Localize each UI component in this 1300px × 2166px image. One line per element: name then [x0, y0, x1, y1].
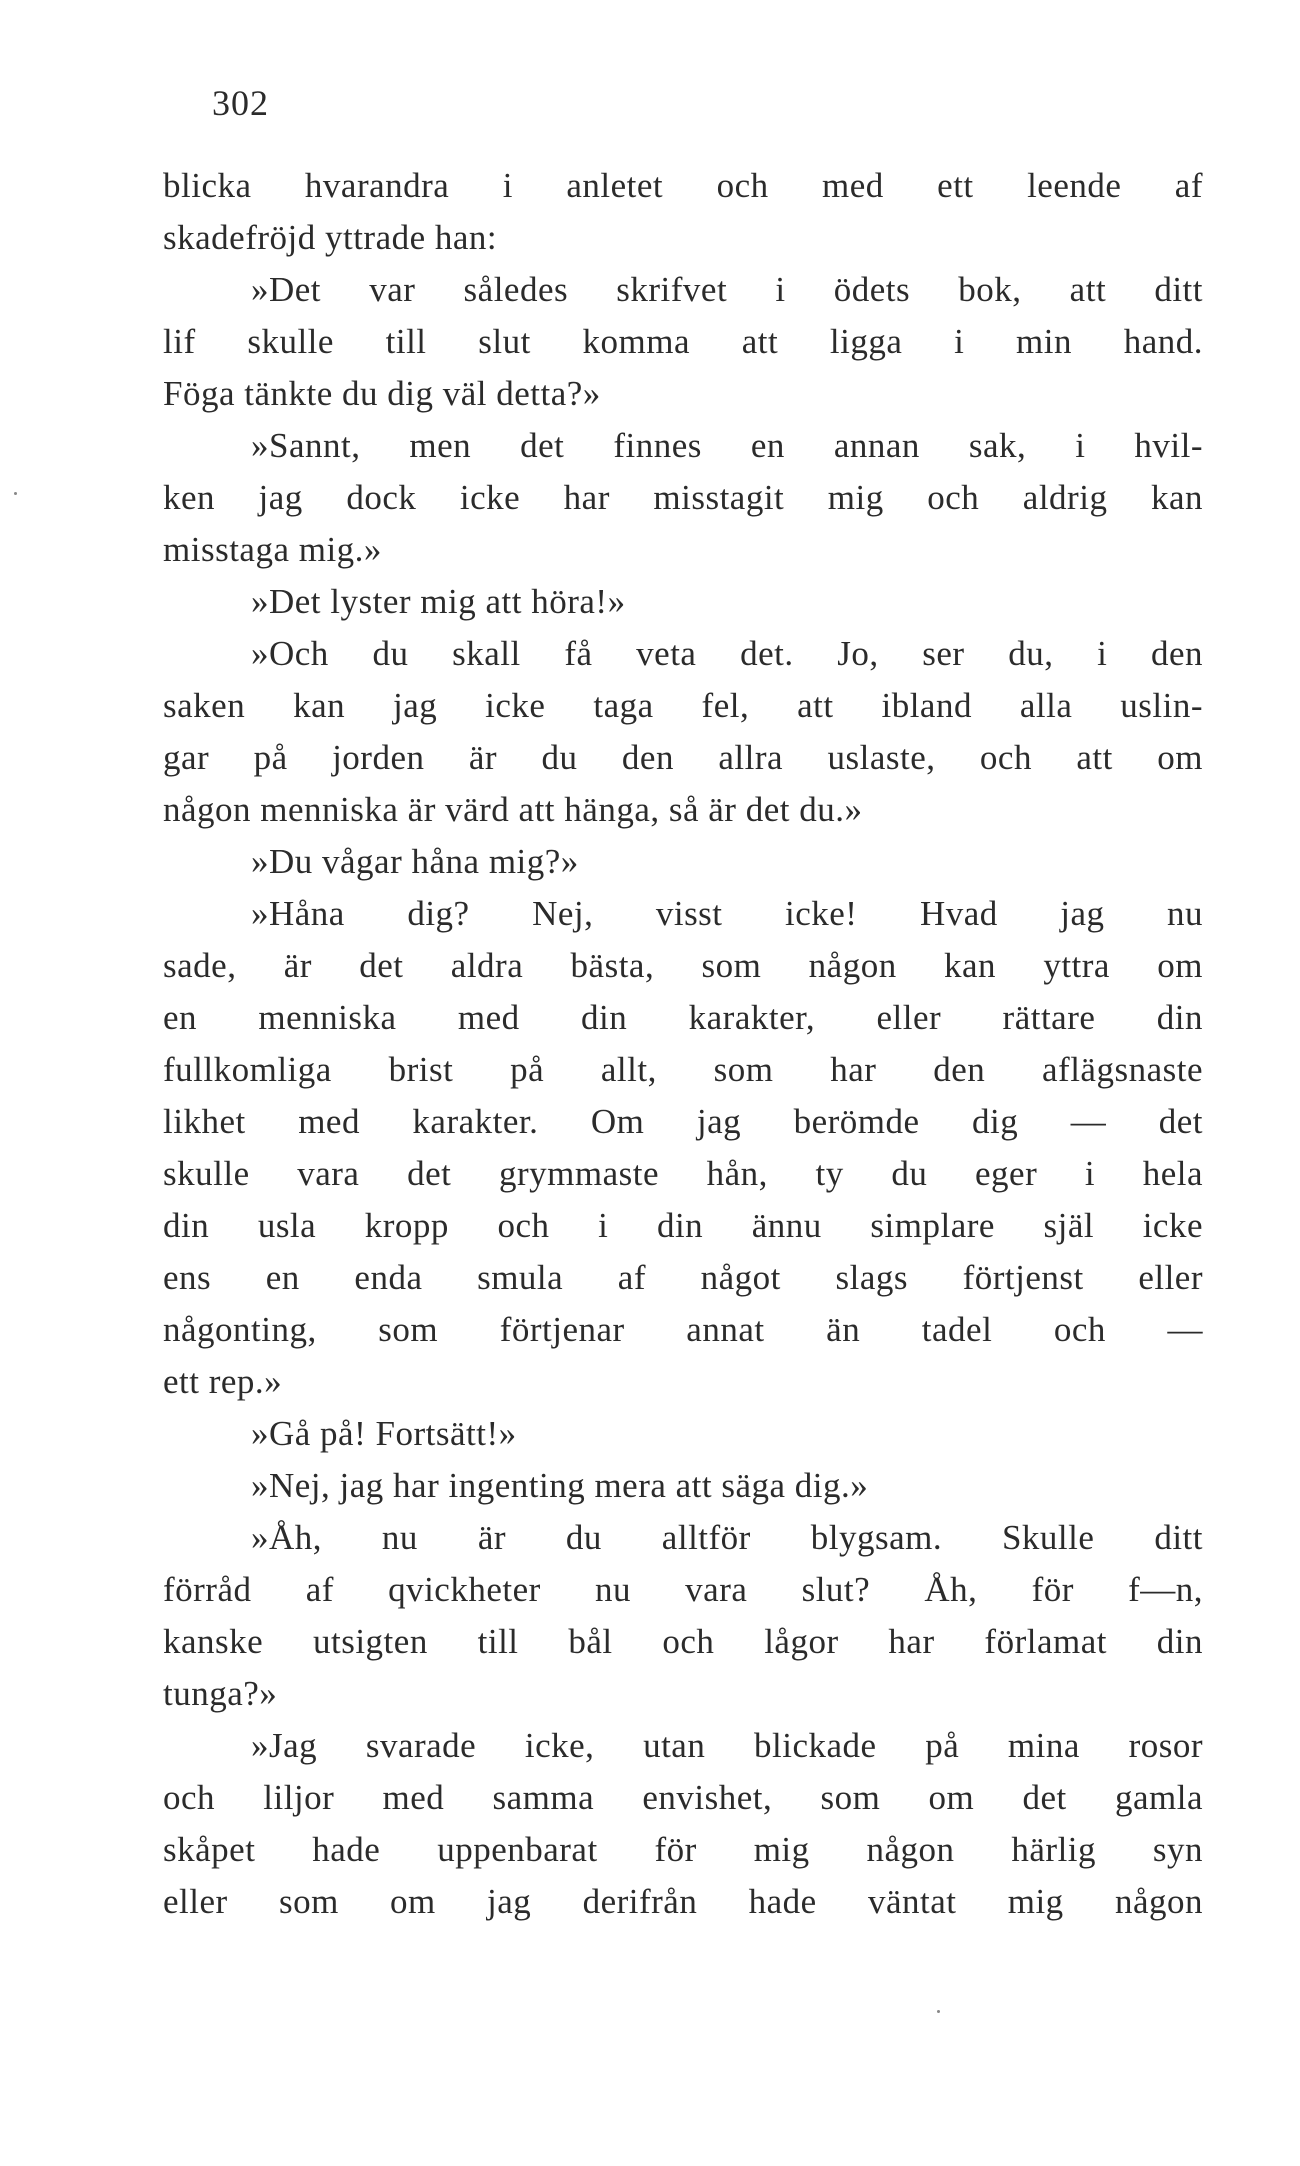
text-line: lif skulle till slut komma att ligga i min hand. [163, 322, 1203, 361]
text-line: gar på jorden är du den allra uslaste, och att om [163, 738, 1203, 777]
text-line: saken kan jag icke taga fel, att ibland alla uslin- [163, 686, 1203, 725]
margin-speck [937, 2010, 940, 2013]
text-line: »Åh, nu är du alltför blygsam. Skulle ditt [251, 1518, 1203, 1557]
text-line: kanske utsigten till bål och lågor har förlamat din [163, 1622, 1203, 1661]
text-line: skadefröjd yttrade han: [163, 218, 498, 257]
text-line: förråd af qvickheter nu vara slut? Åh, för f—n, [163, 1570, 1203, 1609]
text-line: »Håna dig? Nej, visst icke! Hvad jag nu [251, 894, 1203, 933]
text-line: och liljor med samma envishet, som om det gamla [163, 1778, 1203, 1817]
text-line: »Du vågar håna mig?» [251, 842, 579, 881]
text-line: Föga tänkte du dig väl detta?» [163, 374, 601, 413]
margin-speck [14, 492, 17, 495]
text-line: din usla kropp och i din ännu simplare själ icke [163, 1206, 1203, 1245]
text-line: tunga?» [163, 1674, 278, 1713]
text-line: ken jag dock icke har misstagit mig och aldrig kan [163, 478, 1203, 517]
text-line: »Och du skall få veta det. Jo, ser du, i den [251, 634, 1203, 673]
text-line: en menniska med din karakter, eller rättare din [163, 998, 1203, 1037]
text-line: blicka hvarandra i anletet och med ett leende af [163, 166, 1203, 205]
text-line: skåpet hade uppenbarat för mig någon härlig syn [163, 1830, 1203, 1869]
text-line: skulle vara det grymmaste hån, ty du eger i hela [163, 1154, 1203, 1193]
text-line: ett rep.» [163, 1362, 283, 1401]
text-line: »Nej, jag har ingenting mera att säga dig.» [251, 1466, 869, 1505]
text-line: »Det lyster mig att höra!» [251, 582, 626, 621]
text-line: »Gå på! Fortsätt!» [251, 1414, 517, 1453]
text-line: någonting, som förtjenar annat än tadel och — [163, 1310, 1203, 1349]
text-line: ens en enda smula af något slags förtjenst eller [163, 1258, 1203, 1297]
text-line: sade, är det aldra bästa, som någon kan yttra om [163, 946, 1203, 985]
body-text [163, 160, 1203, 1928]
text-line: »Sannt, men det finnes en annan sak, i hvil- [251, 426, 1203, 465]
text-line: eller som om jag derifrån hade väntat mig någon [163, 1882, 1203, 1921]
text-line: misstaga mig.» [163, 530, 382, 569]
text-line: någon menniska är värd att hänga, så är det du.» [163, 790, 863, 829]
page-number: 302 [212, 83, 269, 123]
text-line: likhet med karakter. Om jag berömde dig — det [163, 1102, 1203, 1141]
text-line: »Jag svarade icke, utan blickade på mina rosor [251, 1726, 1203, 1765]
text-line: fullkomliga brist på allt, som har den aflägsnaste [163, 1050, 1203, 1089]
text-line: »Det var således skrifvet i ödets bok, att ditt [251, 270, 1203, 309]
